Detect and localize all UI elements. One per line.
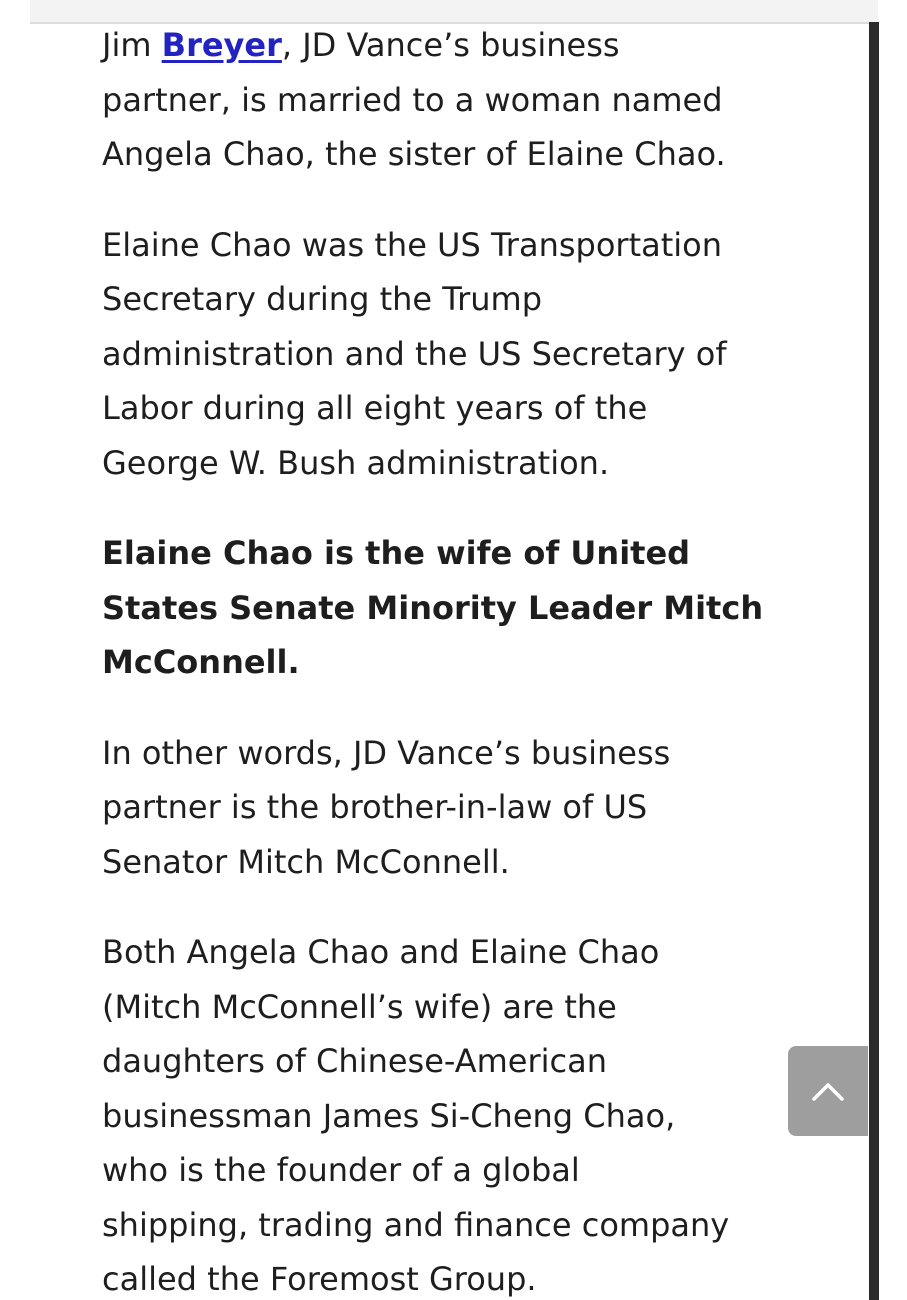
paragraph-line: Angela Chao, the sister of Elaine Chao. [102, 135, 726, 173]
paragraph-line: Elaine Chao was the US Transportation [102, 225, 723, 264]
text-prefix: Jim [102, 26, 162, 64]
paragraph-mcconnell-wife [102, 526, 802, 690]
paragraph-line: Senator Mitch McConnell. [102, 842, 510, 881]
back-to-top-button[interactable] [788, 1046, 868, 1136]
paragraph-line: Secretary during the Trump [102, 280, 543, 318]
paragraph-line: McConnell. [102, 643, 300, 681]
paragraph-line: partner, is married to a woman named [102, 80, 723, 119]
paragraph-line: Both Angela Chao and Elaine Chao [102, 933, 660, 971]
paragraph-line: daughters of Chinese-American [102, 1042, 608, 1080]
article-body [102, 18, 802, 1300]
paragraph-breyer [102, 18, 802, 182]
paragraph-line: Elaine Chao is the wife of United [102, 534, 691, 572]
paragraph-line: who is the founder of a global [102, 1151, 580, 1189]
paragraph-line: Labor during all eight years of the [102, 389, 648, 427]
paragraph-line: called the Foremost Group. [102, 1260, 537, 1298]
scrollbar[interactable] [869, 22, 879, 1300]
paragraph-line: (Mitch McConnell’s wife) are the [102, 987, 617, 1026]
paragraph-line: George W. Bush administration. [102, 443, 610, 482]
breyer-link[interactable]: Breyer [161, 26, 282, 64]
paragraph-line: shipping, trading and finance company [102, 1205, 730, 1244]
paragraph-foremost-group [102, 925, 802, 1300]
paragraph-in-other-words [102, 726, 802, 890]
text-rest: , JD Vance’s business [281, 26, 620, 64]
paragraph-line [102, 18, 802, 73]
paragraph-line: States Senate Minority Leader Mitch [102, 588, 764, 627]
paragraph-line: In other words, JD Vance’s business [102, 733, 671, 772]
paragraph-elaine-chao-career [102, 218, 802, 491]
paragraph-line: businessman James Si-Cheng Chao, [102, 1096, 676, 1135]
paragraph-line: administration and the US Secretary of [102, 334, 727, 373]
paragraph-line: partner is the brother-in-law of US [102, 788, 648, 826]
chevron-up-icon [811, 1080, 845, 1102]
